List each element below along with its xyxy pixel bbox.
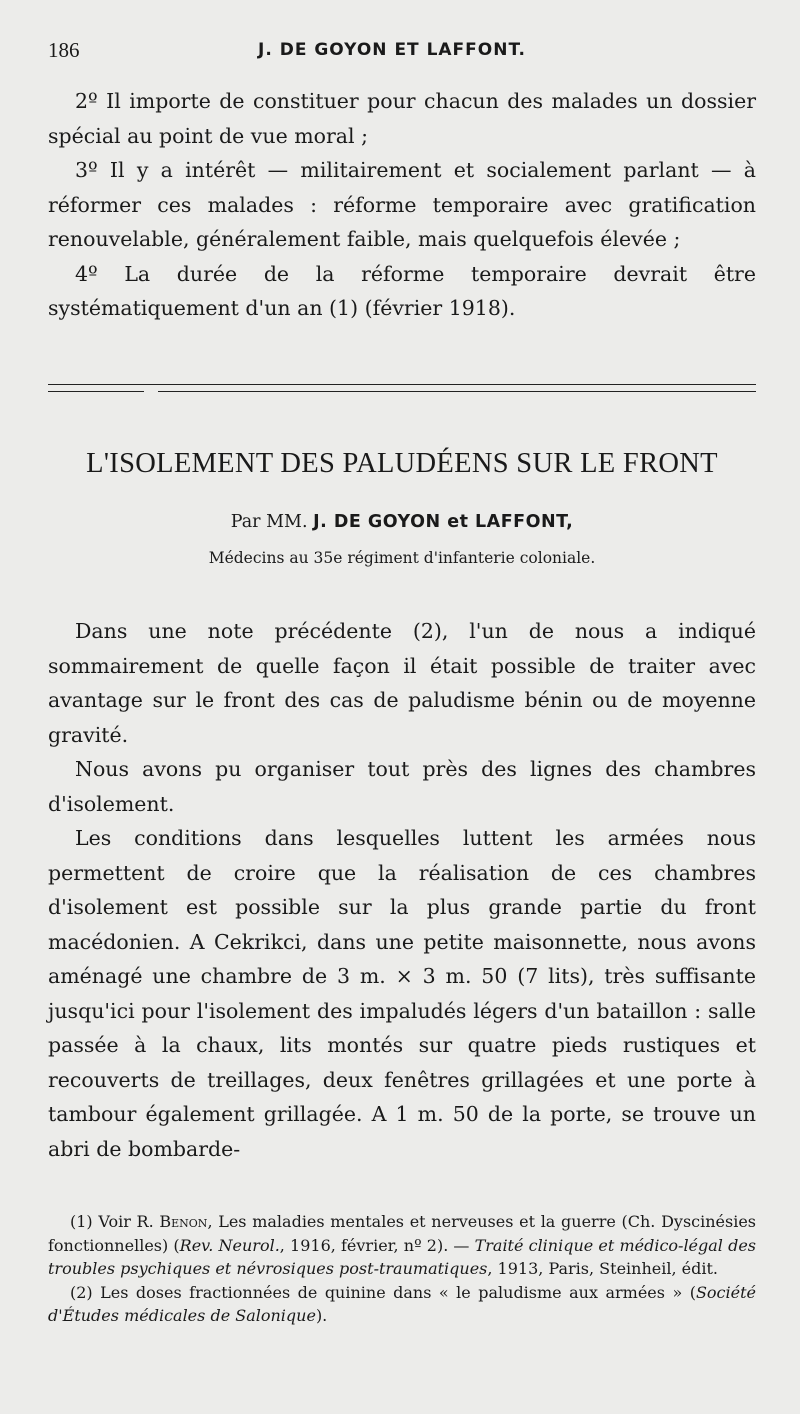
footnote-2-society: Société d'Études médicales de Salonique [48, 1282, 756, 1325]
footnote-1-journal: Rev. Neurol. [179, 1235, 280, 1255]
continuation-item-2: 2º Il importe de constituer pour chacun des malades un dossier spécial au point de vue moral ; [48, 89, 756, 148]
separator-rule-bottom-right [158, 391, 756, 392]
continuation-item-4: 4º La durée de la réforme temporaire devrait être systématiquement d'un an (1) (février 1918). [48, 261, 756, 320]
footnote-1-text-a: , Les maladies mentales et nerveuses et la guerre (Ch. Dyscinésies fonctionnelles) ( [48, 1212, 757, 1255]
article-paragraph-3: Les conditions dans lesquelles luttent les armées nous permettent de croire que la réalisation de ces chambres d'isolement est possible sur la plus grande partie du front macédonien. A Cekrikci, dans une petite maisonnette, nous avons aménagé une chambre de 3 m. × 3 m. 50 (7 lits), très suffisante jusqu'ici pour l'isolement des impaludés légers d'un bataillon : salle passée à la chaux, lits montés sur quatre pieds rustiques et recouverts de treillages, deux fenêtres grillagées et une porte à tambour également grillagée. A 1 m. 50 de la porte, se trouve un abri de bombarde- [48, 826, 756, 1161]
running-header [48, 38, 760, 68]
footnote-2-text-b: ). [315, 1306, 328, 1325]
continuation-item-3: 3º Il y a intérêt — militairement et socialement parlant — à réformer ces malades : réforme temporaire avec gratification renouvelable, généralement faible, mais quelquefois élevée ; [48, 158, 756, 251]
footnotes [48, 1210, 756, 1328]
footnote-1-book: Traité clinique et médico-légal des troubles psychiques et névrosiques post-traumatiques [48, 1235, 756, 1278]
footnote-2-marker: (2) [70, 1282, 93, 1302]
footnote-1 [48, 1210, 756, 1281]
footnote-1-author: Benon [159, 1212, 208, 1231]
article-paragraph-1: Dans une note précédente (2), l'un de nous a indiqué sommairement de quelle façon il était possible de traiter avec avantage sur le front des cas de paludisme bénin ou de moyenne gravité. [48, 619, 756, 747]
article-paragraph-2: Nous avons pu organiser tout près des lignes des chambres d'isolement. [48, 757, 756, 816]
footnote-1-text-b: , 1916, février, nº 2). — [279, 1235, 475, 1255]
footnote-2 [48, 1281, 756, 1328]
footnote-2-text-a: Les doses fractionnées de quinine dans « le paludisme aux armées » ( [92, 1282, 696, 1302]
author-affiliation: Médecins au 35e régiment d'infanterie coloniale. [208, 549, 596, 567]
running-header-authors: J. DE GOYON ET LAFFONT. [258, 40, 526, 60]
page-number: 186 [48, 38, 80, 62]
continuation-text [48, 84, 756, 326]
footnote-1-text-c: , 1913, Paris, Steinheil, édit. [487, 1259, 718, 1278]
byline-authors: J. DE GOYON et LAFFONT, [313, 512, 574, 532]
footnote-1-marker: (1) Voir R. [70, 1212, 154, 1231]
separator-rule-top [48, 384, 756, 385]
separator-rule-bottom-left [48, 391, 144, 392]
article-title: L'ISOLEMENT DES PALUDÉENS SUR LE FRONT [86, 448, 718, 479]
section-separator [48, 384, 756, 396]
article-byline [48, 512, 756, 532]
article-body [48, 614, 756, 1166]
byline-prefix: Par MM. [230, 512, 308, 532]
